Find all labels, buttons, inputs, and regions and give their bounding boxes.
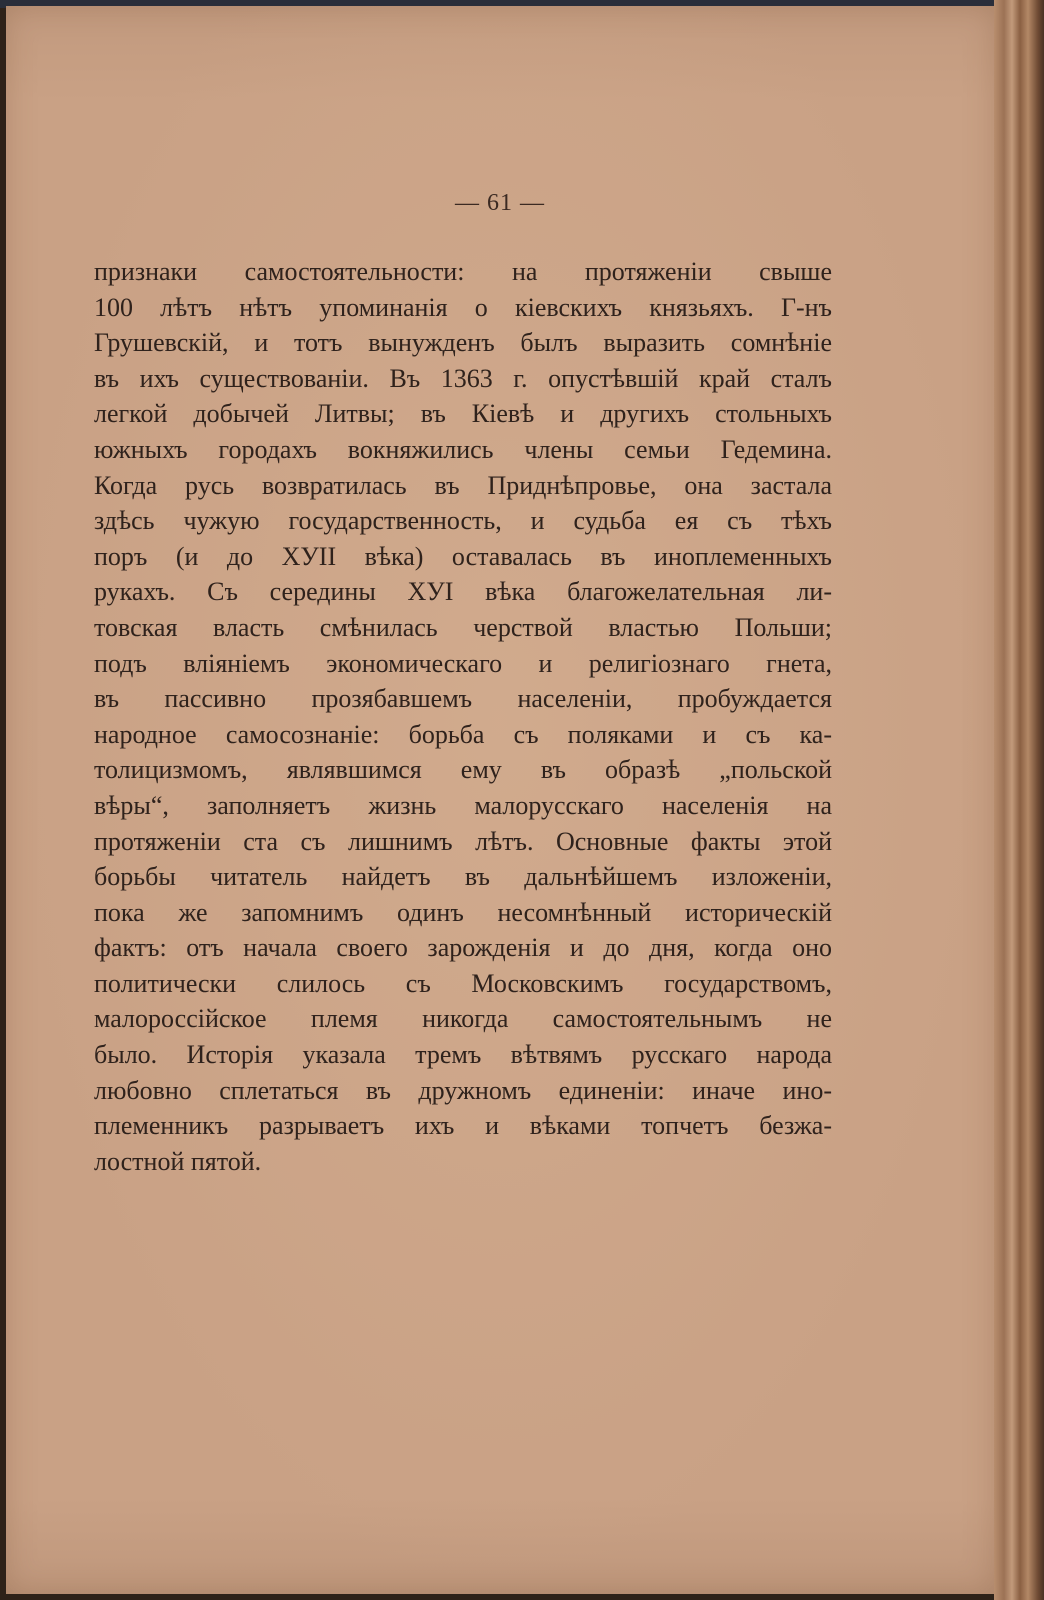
text-line: поръ (и до XУII вѣка) оставалась въ иноплеменныхъ xyxy=(94,541,832,571)
text-line: признаки самостоятельности: на протяженіи свыше xyxy=(94,257,832,286)
text-line: любовно сплетаться въ дружномъ единеніи: иначе ино- xyxy=(94,1075,832,1105)
text-line: борьбы читатель найдетъ въ дальнѣйшемъ изложеніи, xyxy=(94,862,832,892)
text-line: малороссійское племя никогда самостоятельнымъ не xyxy=(94,1004,832,1034)
text-line: пока же запомнимъ одинъ несомнѣнный историческій xyxy=(94,897,832,927)
text-line: южныхъ городахъ вокняжились члены семьи Гедемина. xyxy=(94,434,832,464)
text-line: было. Исторія указала тремъ вѣтвямъ русскаго народа xyxy=(94,1040,832,1070)
page-number: — 61 — xyxy=(455,190,545,216)
text-line: протяженіи ста съ лишнимъ лѣтъ. Основные факты этой xyxy=(94,826,832,856)
text-line: легкой добычей Литвы; въ Кіевѣ и другихъ стольныхъ xyxy=(94,399,832,429)
text-line: здѣсь чужую государственность, и судьба ея съ тѣхъ xyxy=(94,506,832,536)
text-line: лостной пятой. xyxy=(94,1146,262,1176)
text-line: рукахъ. Съ середины XУI вѣка благожелательная ли- xyxy=(94,577,832,607)
text-line: народное самосознаніе: борьба съ поляками и съ ка- xyxy=(94,719,832,749)
paper-sheet xyxy=(6,6,994,1594)
text-line: Когда русь возвратилась въ Приднѣпровье, она застала xyxy=(94,470,832,500)
text-line: 100 лѣтъ нѣтъ упоминанія о кіевскихъ князьяхъ. Г-нъ xyxy=(94,292,832,322)
text-line: племенникъ разрываетъ ихъ и вѣками топчетъ безжа- xyxy=(94,1111,832,1141)
body-text xyxy=(94,254,832,1179)
text-line: вѣры“, заполняетъ жизнь малорусскаго населенія на xyxy=(94,790,832,820)
text-line: въ пассивно прозябавшемъ населеніи, пробуждается xyxy=(94,684,832,714)
text-line: Грушевскій, и тотъ вынужденъ былъ выразить сомнѣніе xyxy=(94,328,832,358)
text-line: въ ихъ существованіи. Въ 1363 г. опустѣвшій край сталъ xyxy=(94,363,832,393)
text-line: фактъ: отъ начала своего зарожденія и до дня, когда оно xyxy=(94,933,832,963)
text-line: подъ вліяніемъ экономическаго и религіознаго гнета, xyxy=(94,648,832,678)
text-line: политически слилось съ Московскимъ государствомъ, xyxy=(94,968,832,998)
text-line: товская власть смѣнилась черствой властью Польши; xyxy=(94,612,832,642)
book-page-edges xyxy=(994,0,1044,1600)
text-line: толицизмомъ, являвшимся ему въ образѣ „польской xyxy=(94,755,832,785)
